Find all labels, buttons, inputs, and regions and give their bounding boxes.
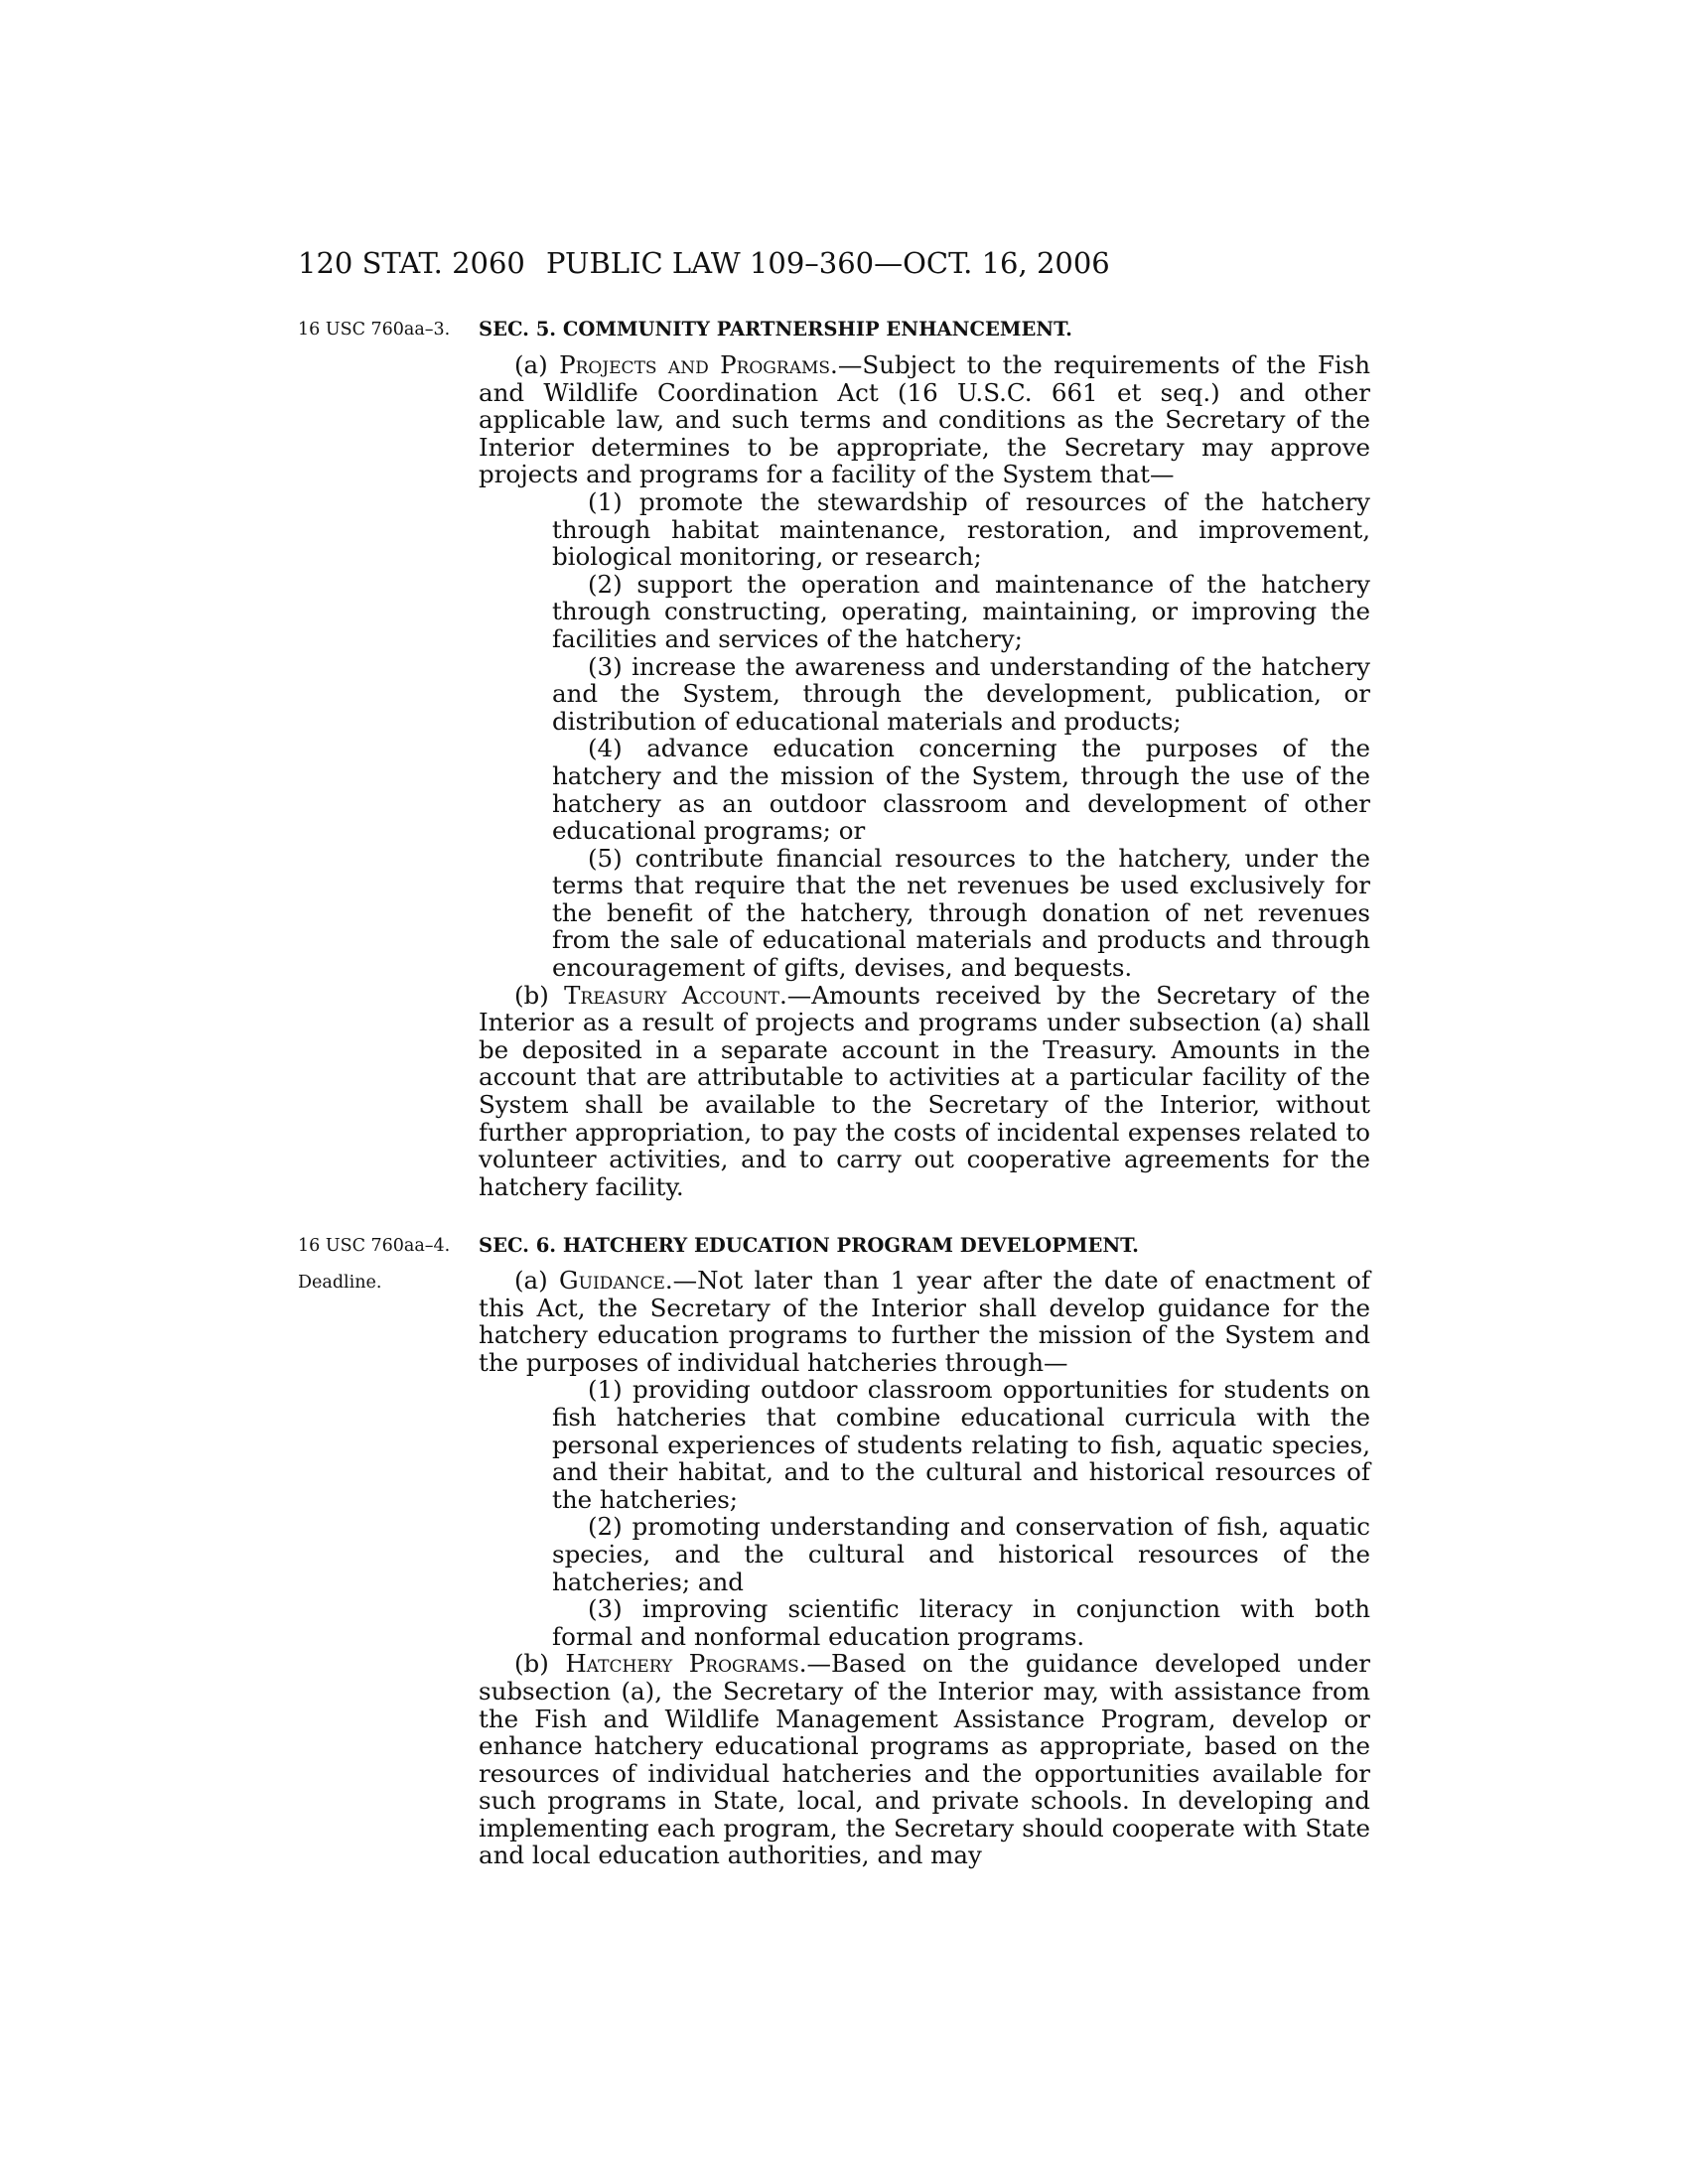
sec5-subsection-b: (b) Treasury Account.—Amounts received by the Secretary of the Interior as a result of projects and programs under subsection (a) shall be deposited in a separate account in the Treasury. Amounts in the account that are attributable to activities at a particular facility of the System shall be available to the Secretary of the Interior, without further appropriation, to pay the costs of incidental expenses related to volunteer activities, and to carry out cooperative agreements for the hatchery facility. xyxy=(479,980,1370,1201)
page-header xyxy=(298,246,1211,286)
sec6-subsection-a: (a) Guidance.—Not later than 1 year after the date of enactment of this Act, the Secretary of the Interior shall develop guidance for the hatchery education programs to further the mission of the System and the purposes of individual hatcheries through— xyxy=(479,1266,1371,1377)
sec6-deadline-note: Deadline. xyxy=(298,1273,382,1293)
sec5-item-4: (4) advance education concerning the purposes of the hatchery and the mission of the System, through the use of the hatchery as an outdoor classroom and development of other educational programs; or xyxy=(552,734,1370,846)
sec5-item-2: (2) support the operation and maintenance of the hatchery through constructing, operating, maintaining, or improving the facilities and services of the hatchery; xyxy=(552,569,1370,653)
stat-page-number: 120 STAT. 2060 xyxy=(298,246,525,280)
sec6-margin-note: 16 USC 760aa–4. xyxy=(298,1236,451,1256)
sec6-item-1: (1) providing outdoor classroom opportunities for students on fish hatcheries that combine educational curricula with the personal experiences of students relating to fish, aquatic species, and their habitat, and to the cultural and historical resources of the hatcheries; xyxy=(552,1375,1370,1514)
sec5-margin-note: 16 USC 760aa–3. xyxy=(298,320,451,340)
sec6-subsection-b: (b) Hatchery Programs.—Based on the guidance developed under subsection (a), the Secretary of the Interior may, with assistance from the Fish and Wildlife Management Assistance Program, develop or enhance hatchery educational programs as appropriate, based on the resources of individual hatcheries and the opportunities available for such programs in State, local, and private schools. In developing and implementing each program, the Secretary should cooperate with State and local education authorities, and may xyxy=(479,1649,1371,1870)
sec5-item-3: (3) increase the awareness and understanding of the hatchery and the System, through the development, publication, or distribution of educational materials and products; xyxy=(552,651,1370,736)
public-law-title: PUBLIC LAW 109–360—OCT. 16, 2006 xyxy=(546,246,1110,280)
sec6-heading: SEC. 6. HATCHERY EDUCATION PROGRAM DEVELOPMENT. xyxy=(479,1234,1139,1257)
sec5-item-5: (5) contribute financial resources to the hatchery, under the terms that require that the net revenues be used exclusively for the benefit of the hatchery, through donation of net revenues from the sale of educational materials and products and through encouragement of gifts, devises, and bequests. xyxy=(552,843,1370,983)
sec6-body xyxy=(479,1267,1370,1869)
sec5-body xyxy=(479,351,1370,1200)
sec5-subsection-a: (a) Projects and Programs.—Subject to the requirements of the Fish and Wildlife Coordination Act (16 U.S.C. 661 et seq.) and other applicable law, and such terms and conditions as the Secretary of the Interior determines to be appropriate, the Secretary may approve projects and programs for a facility of the System that— xyxy=(479,350,1371,489)
sec6-item-3: (3) improving scientific literacy in conjunction with both formal and nonformal education programs. xyxy=(552,1594,1370,1651)
sec5-item-1: (1) promote the stewardship of resources of the hatchery through habitat maintenance, restoration, and improvement, biological monitoring, or research; xyxy=(552,486,1370,572)
sec5-heading: SEC. 5. COMMUNITY PARTNERSHIP ENHANCEMENT. xyxy=(479,318,1072,341)
sec6-item-2: (2) promoting understanding and conservation of fish, aquatic species, and the cultural and historical resources of the hatcheries; and xyxy=(552,1512,1370,1596)
